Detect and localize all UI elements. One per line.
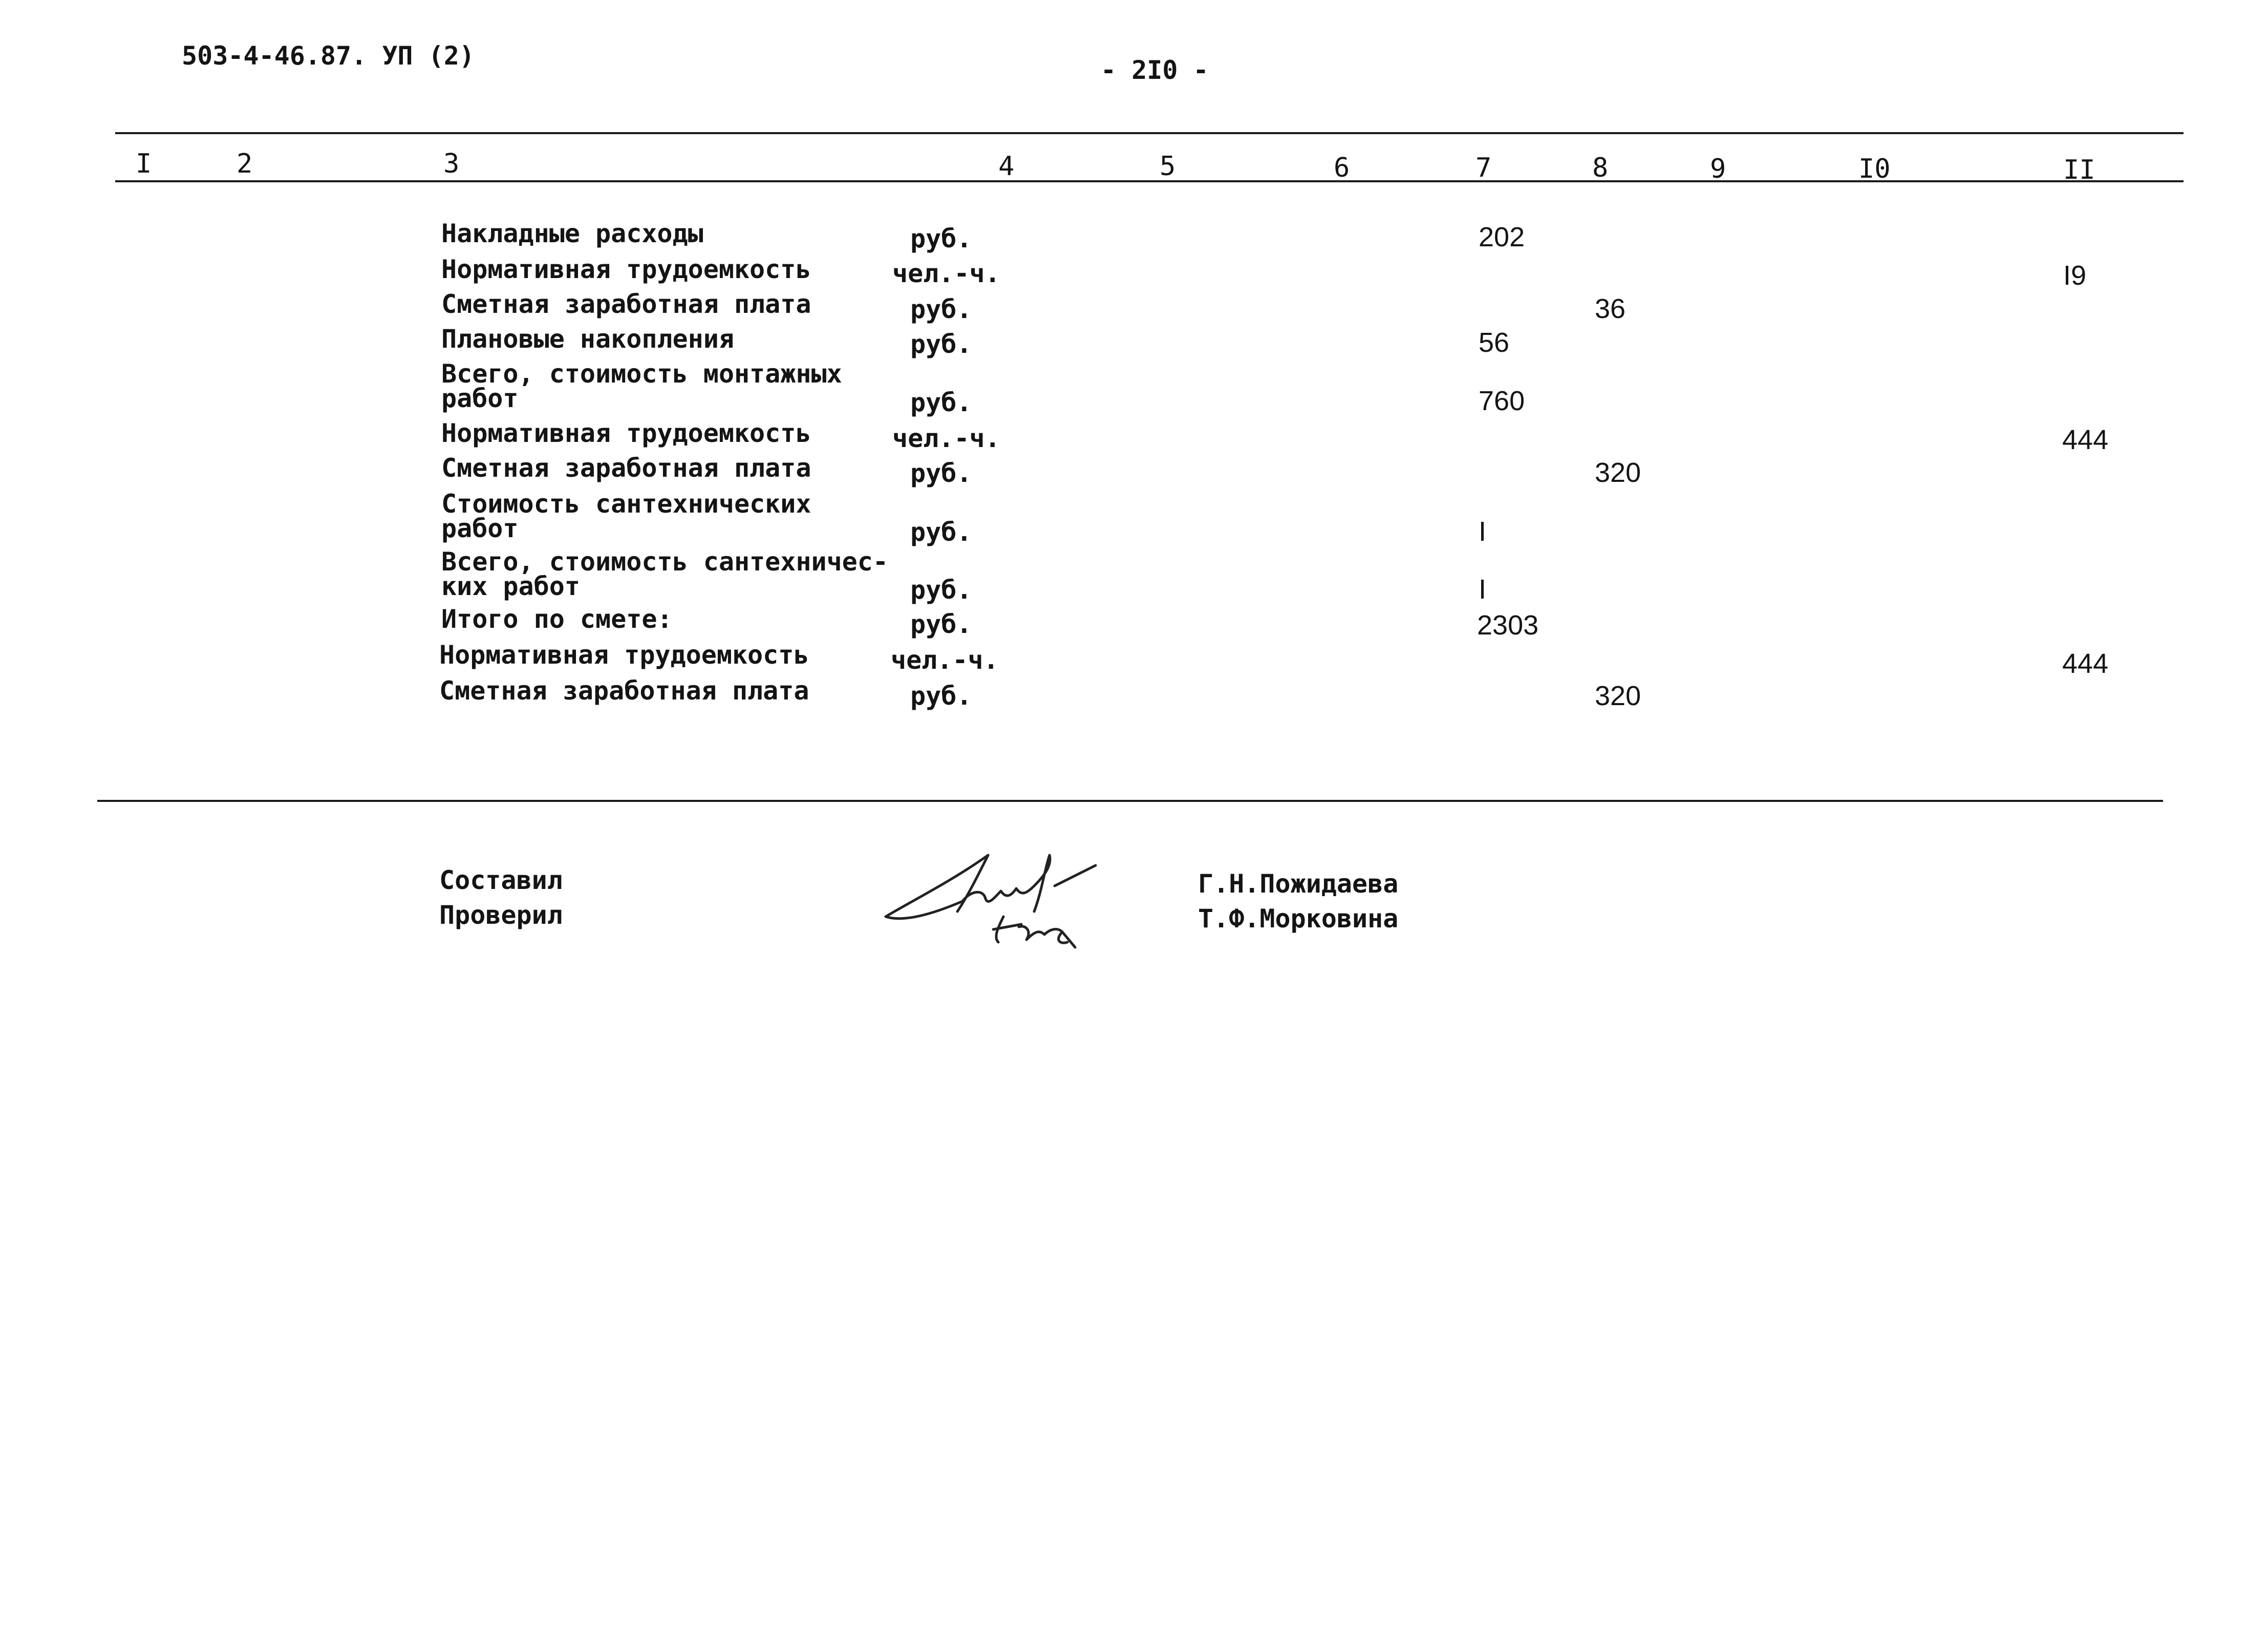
column-number: 8 [1592, 153, 1609, 183]
column-number: 3 [443, 149, 460, 179]
row-value-col7: I [1479, 574, 1487, 605]
row-value-col11: I9 [2063, 260, 2087, 291]
row-label: Нормативная трудоемкость [441, 418, 811, 448]
row-label: Нормативная трудоемкость [441, 255, 811, 284]
page-number: - 2I0 - [1101, 55, 1209, 85]
row-label: Сметная заработная плата [441, 289, 811, 319]
row-label: Сметная заработная плата [439, 676, 809, 706]
row-label: Накладные расходы [441, 219, 703, 248]
compiled-by-label: Составил [439, 865, 563, 895]
row-value-col11: 444 [2062, 425, 2109, 455]
row-value-col8: 36 [1595, 293, 1626, 324]
row-value-col7: 2303 [1477, 610, 1539, 641]
row-value-col7: 760 [1479, 386, 1525, 416]
table-bottom-rule [97, 800, 2163, 802]
table-top-rule [115, 132, 2184, 134]
row-value-col11: 444 [2062, 648, 2109, 679]
row-unit: руб. [910, 609, 972, 639]
row-label: Стоимость сантехнических работ [441, 489, 811, 543]
checked-by-label: Проверил [439, 900, 563, 930]
row-unit: руб. [910, 458, 972, 488]
column-number: 4 [998, 151, 1015, 182]
column-number: 5 [1160, 151, 1176, 182]
row-value-col7: I [1479, 516, 1487, 547]
row-unit: руб. [910, 294, 972, 324]
compiled-by-name: Г.Н.Пожидаева [1198, 869, 1399, 899]
row-unit: чел.-ч. [892, 423, 1000, 453]
column-number: I0 [1858, 154, 1891, 184]
row-unit: чел.-ч. [891, 645, 999, 675]
row-unit: руб. [910, 517, 972, 547]
column-number: II [2063, 155, 2095, 185]
row-label: Всего, стоимость сантехничес- ких работ [441, 547, 888, 601]
column-number: 6 [1334, 153, 1350, 183]
document-code: 503-4-46.87. УП (2) [182, 41, 475, 71]
row-value-col8: 320 [1595, 457, 1641, 488]
row-unit: руб. [910, 224, 972, 253]
row-label: Плановые накопления [441, 324, 734, 354]
column-number: 7 [1475, 153, 1492, 183]
row-unit: руб. [910, 681, 972, 711]
row-label: Сметная заработная плата [441, 453, 811, 483]
row-value-col7: 56 [1479, 327, 1510, 358]
row-label: Нормативная трудоемкость [439, 640, 809, 670]
column-number: 2 [237, 149, 253, 179]
row-unit: чел.-ч. [892, 259, 1000, 288]
row-value-col7: 202 [1479, 222, 1525, 252]
checked-by-name: Т.Ф.Морковина [1198, 904, 1399, 934]
row-label: Итого по смете: [441, 604, 673, 634]
row-label: Всего, стоимость монтажных работ [441, 359, 842, 413]
row-unit: руб. [910, 388, 972, 417]
row-value-col8: 320 [1595, 681, 1641, 711]
column-number: I [136, 149, 152, 179]
row-unit: руб. [910, 575, 972, 605]
column-number: 9 [1710, 154, 1726, 184]
handwritten-signature-image [881, 840, 1126, 958]
row-unit: руб. [910, 329, 972, 359]
